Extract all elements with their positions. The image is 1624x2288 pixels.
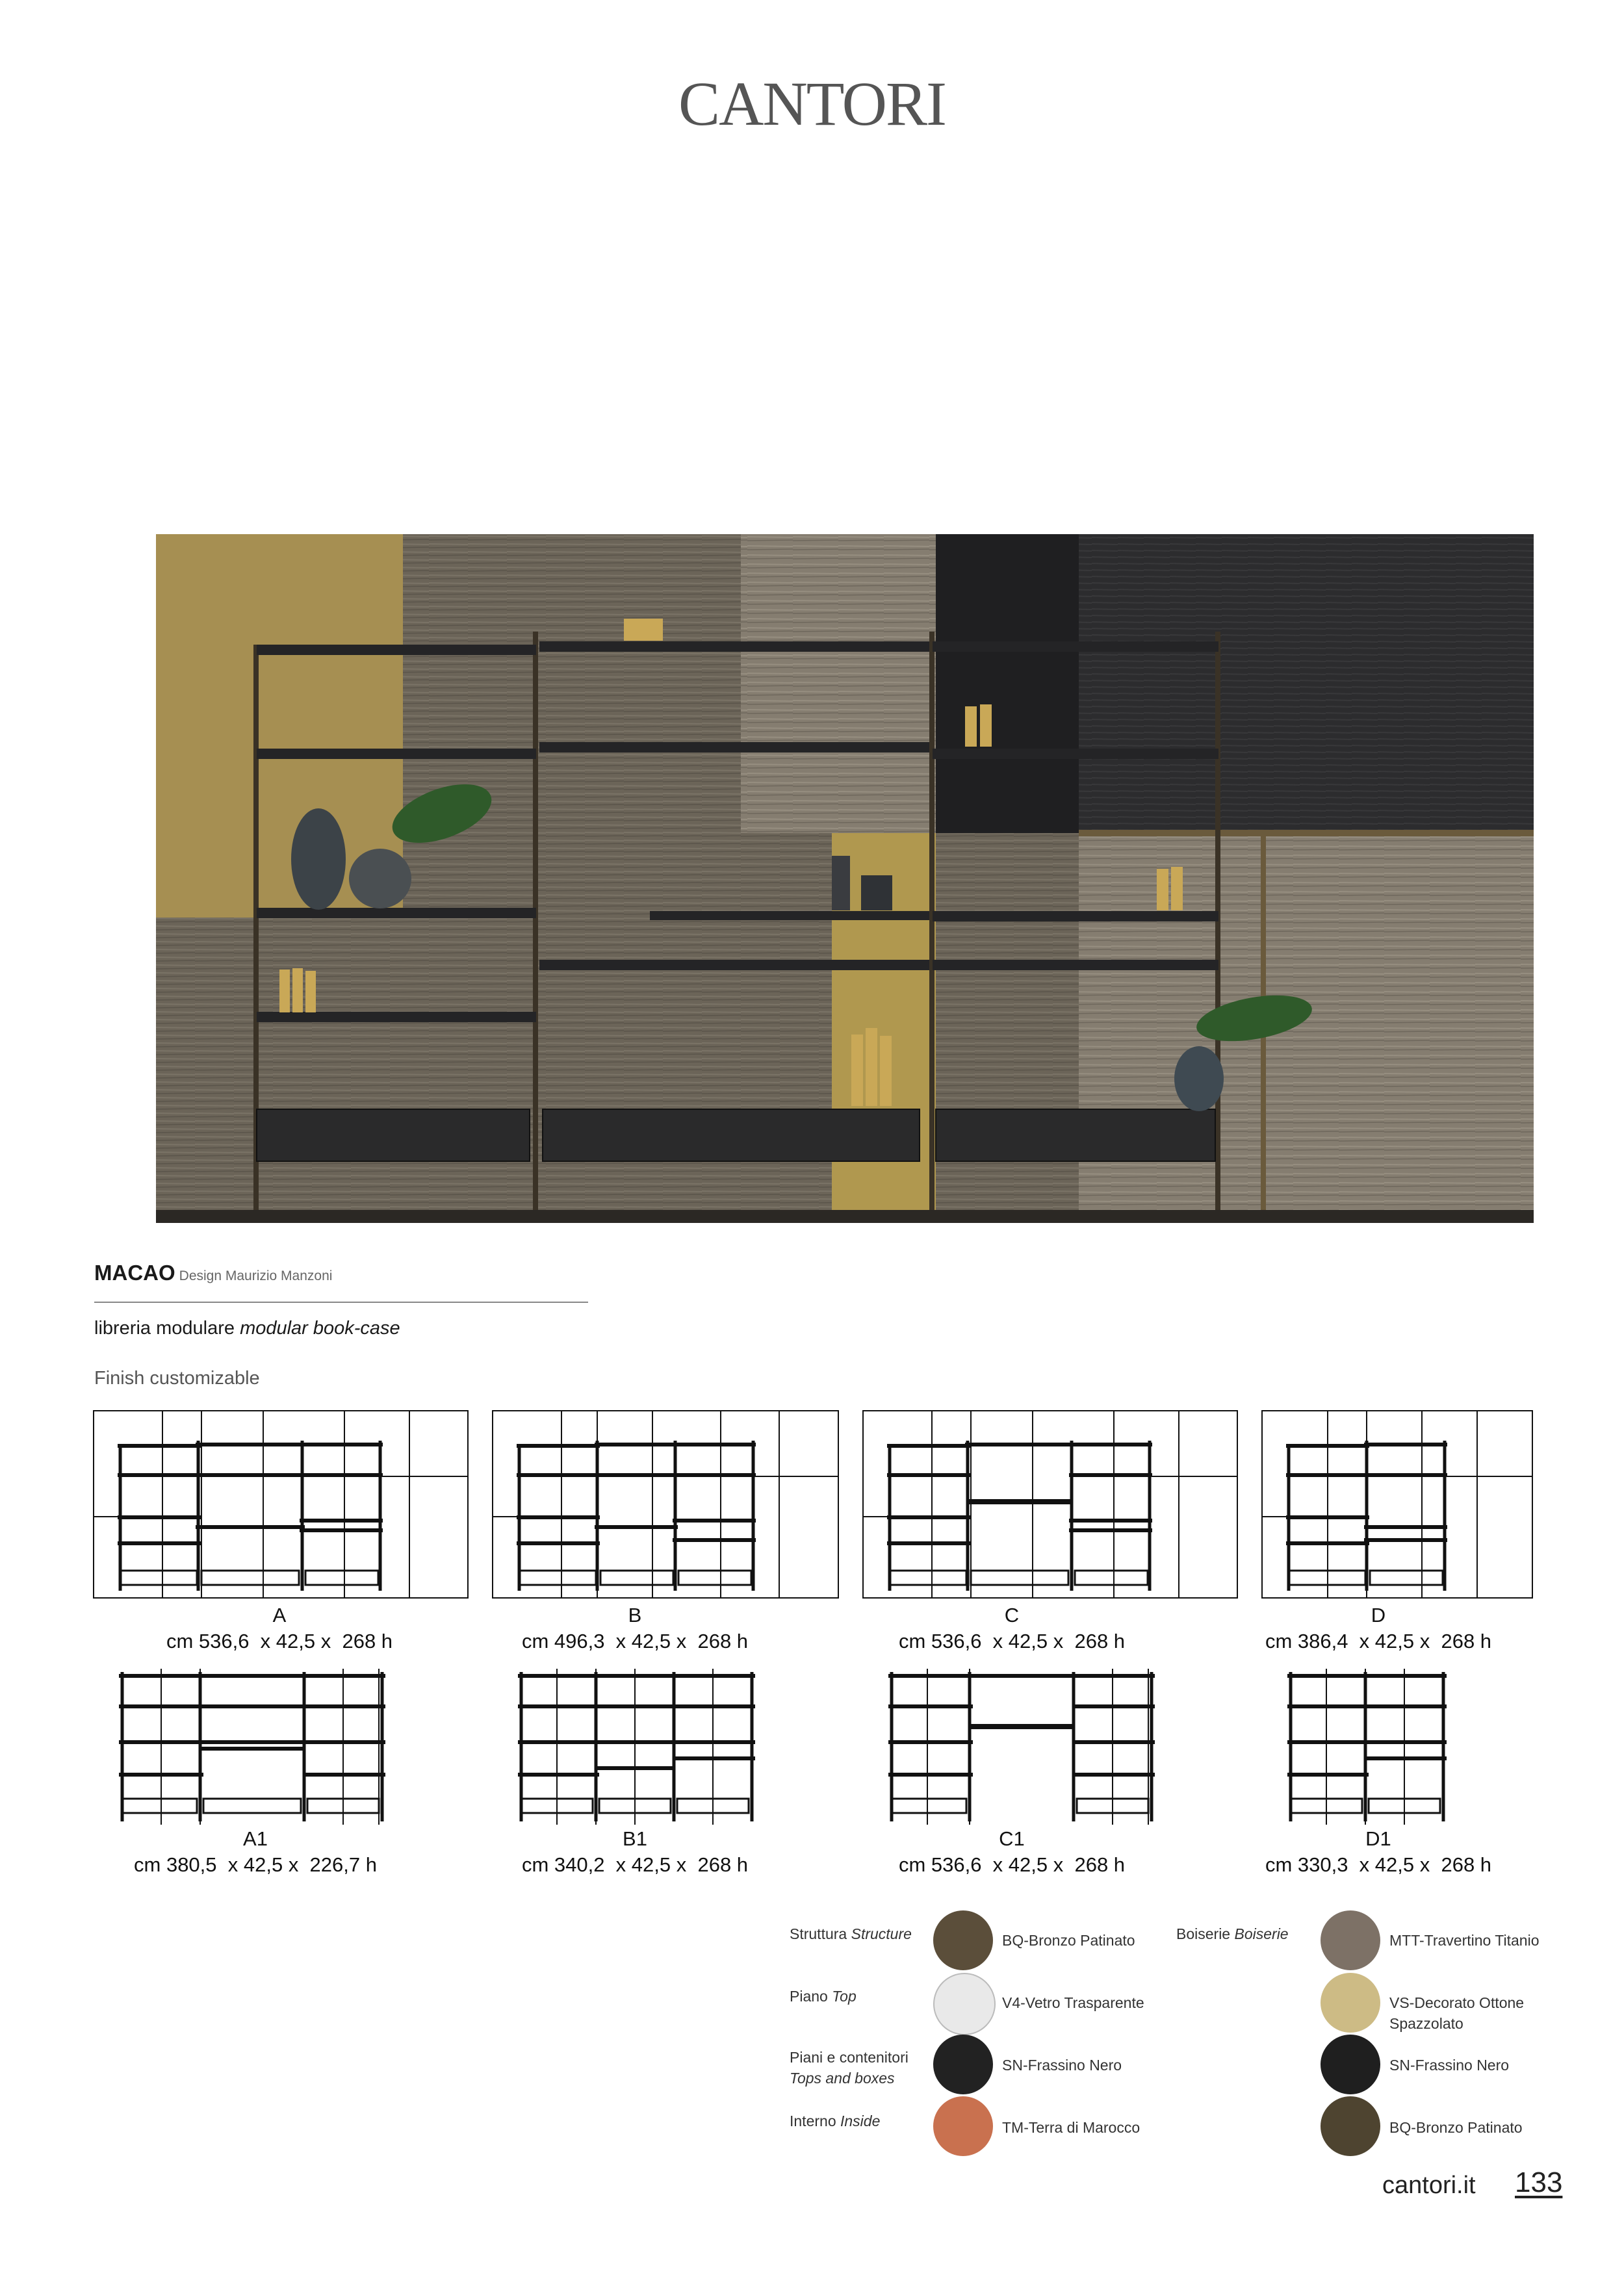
config-code: A1	[243, 1827, 268, 1850]
product-name: MACAO	[94, 1261, 175, 1285]
config-drawing-b	[493, 1411, 838, 1597]
config-dims: cm 496,3 x 42,5 x 268 h	[521, 1630, 749, 1652]
finish-name: SN-Frassino Nero	[1389, 2057, 1510, 2074]
page-number: 133	[1515, 2166, 1563, 2198]
config-drawing-c	[864, 1411, 1237, 1597]
product-description	[94, 1318, 400, 1339]
swatch-decorato-ottone	[1321, 1973, 1380, 2033]
finish-name	[1389, 1992, 1524, 2034]
swatch-bronzo-patinato	[933, 1910, 993, 1970]
config-label-d1	[1235, 1826, 1521, 1878]
finish-name: MTT-Travertino Titanio	[1389, 1932, 1540, 1949]
swatch-bronzo-patinato-boiserie	[1321, 2096, 1380, 2156]
swatch-travertino-titanio	[1321, 1910, 1380, 1970]
label-en: Top	[832, 1988, 857, 2005]
swatch-frassino-nero-boiserie	[1321, 2035, 1380, 2094]
config-diagram-b1	[518, 1669, 765, 1828]
finish-label-boiserie	[1176, 1923, 1289, 1944]
swatch-terra-di-marocco	[933, 2096, 993, 2156]
finish-name: BQ-Bronzo Patinato	[1389, 2119, 1523, 2136]
bookcase-illustration	[156, 534, 1534, 1223]
finish-name: SN-Frassino Nero	[1002, 2057, 1122, 2074]
config-drawing-c1	[888, 1669, 1161, 1825]
finish-label-top	[790, 1986, 857, 2007]
config-label-b	[492, 1602, 778, 1654]
label-en: Inside	[840, 2113, 881, 2129]
config-code: C1	[999, 1827, 1025, 1850]
product-photo	[156, 534, 1534, 1223]
brand-logo: CANTORI	[678, 69, 946, 138]
config-drawing-a	[94, 1411, 467, 1597]
config-diagram-b	[492, 1410, 839, 1599]
config-label-a1	[93, 1826, 418, 1878]
config-dims: cm 536,6 x 42,5 x 268 h	[166, 1630, 393, 1652]
config-label-d	[1235, 1602, 1521, 1654]
config-diagram-a1	[119, 1669, 392, 1828]
label-en: Tops and boxes	[790, 2070, 895, 2087]
label-it: Interno	[790, 2113, 836, 2129]
product-designer: Design Maurizio Manzoni	[179, 1268, 333, 1283]
finish-name: BQ-Bronzo Patinato	[1002, 1932, 1135, 1949]
finish-name-line: VS-Decorato Ottone	[1389, 1994, 1525, 2011]
config-label-c	[862, 1602, 1161, 1654]
config-label-b1	[492, 1826, 778, 1878]
config-diagram-d1	[1287, 1669, 1456, 1828]
config-code: D1	[1365, 1827, 1391, 1850]
config-drawing-d	[1263, 1411, 1532, 1597]
config-dims: cm 536,6 x 42,5 x 268 h	[898, 1630, 1126, 1652]
finish-name-line: Spazzolato	[1389, 2015, 1463, 2032]
config-drawing-a1	[119, 1669, 392, 1825]
config-dims: cm 340,2 x 42,5 x 268 h	[521, 1853, 749, 1876]
config-code: D	[1371, 1604, 1386, 1626]
config-dims: cm 536,6 x 42,5 x 268 h	[898, 1853, 1126, 1876]
label-en: Boiserie	[1234, 1925, 1289, 1942]
config-drawing-b1	[518, 1669, 765, 1825]
config-diagram-a	[93, 1410, 469, 1599]
label-it: Piano	[790, 1988, 828, 2005]
config-code: B1	[623, 1827, 647, 1850]
config-diagram-c	[862, 1410, 1238, 1599]
swatch-frassino-nero	[933, 2035, 993, 2094]
swatch-vetro-trasparente	[933, 1973, 996, 2035]
config-dims: cm 386,4 x 42,5 x 268 h	[1265, 1630, 1492, 1652]
finish-label-structure	[790, 1923, 912, 1944]
label-it: Boiserie	[1176, 1925, 1231, 1942]
finish-name: TM-Terra di Marocco	[1002, 2119, 1141, 2136]
label-it: Struttura	[790, 1925, 847, 1942]
label-en: Structure	[851, 1925, 912, 1942]
finish-label-tops-boxes	[790, 2047, 909, 2089]
config-drawing-d1	[1287, 1669, 1456, 1825]
config-diagram-c1	[888, 1669, 1161, 1828]
footer-website[interactable]: cantori.it	[1382, 2172, 1476, 2199]
finish-note: Finish customizable	[94, 1368, 260, 1389]
title-divider	[94, 1302, 588, 1303]
config-code: A	[272, 1604, 287, 1626]
description-en: modular book-case	[240, 1318, 400, 1339]
label-it: Piani e contenitori	[790, 2049, 909, 2066]
product-title	[94, 1261, 332, 1285]
config-dims: cm 380,5 x 42,5 x 226,7 h	[134, 1853, 377, 1876]
finish-label-inside	[790, 2111, 880, 2131]
config-dims: cm 330,3 x 42,5 x 268 h	[1265, 1853, 1492, 1876]
config-code: B	[628, 1604, 642, 1626]
config-label-a	[93, 1602, 466, 1654]
config-code: C	[1004, 1604, 1020, 1626]
config-label-c1	[862, 1826, 1161, 1878]
description-it: libreria modulare	[94, 1318, 235, 1339]
config-diagram-d	[1261, 1410, 1533, 1599]
finish-name: V4-Vetro Trasparente	[1002, 1994, 1144, 2011]
